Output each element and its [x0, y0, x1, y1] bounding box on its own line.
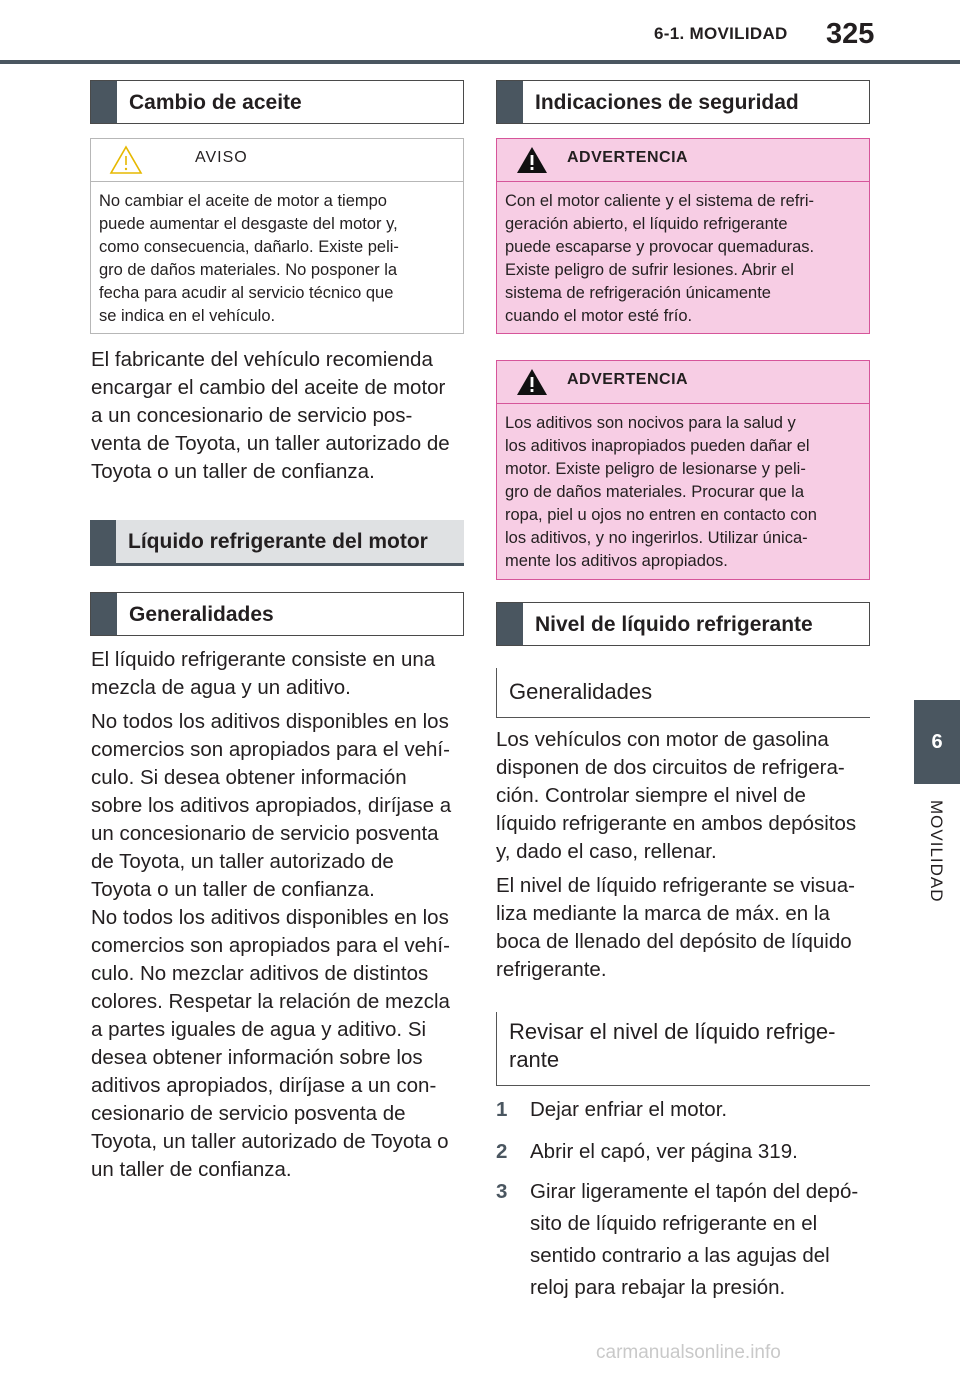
warning-body: [497, 404, 869, 573]
heading-bar: [497, 603, 523, 645]
text-line: reloj para rebajar la presión.: [530, 1276, 786, 1299]
text-line: El nivel de líquido refrigerante se visua-: [496, 874, 855, 897]
text-line: Toyota o un taller de confianza.: [91, 878, 375, 901]
chapter-number: 6: [931, 730, 943, 753]
text-line: puede escaparse y provocar quemaduras.: [505, 238, 815, 256]
text-line: comercios son apropiados para el vehí-: [91, 738, 450, 761]
notice-label: AVISO: [195, 149, 248, 166]
text-line: Con el motor caliente y el sistema de refri-: [505, 192, 815, 210]
text-line: cesionario de servicio posventa de: [91, 1102, 406, 1125]
section-title: 6-1. MOVILIDAD: [654, 24, 788, 43]
text-line: colores. Respetar la relación de mezcla: [91, 990, 450, 1013]
oil-paragraph: [91, 346, 471, 486]
text-line: se indica en el vehículo.: [99, 307, 276, 325]
text-line: mente los aditivos apropiados.: [505, 552, 728, 570]
text-line: sentido contrario a las agujas del: [530, 1244, 830, 1267]
text-line: sistema de refrigeración únicamente: [505, 284, 771, 302]
subheading-generalities: [496, 668, 870, 718]
heading-text: Indicaciones de seguridad: [535, 91, 799, 114]
step-number: 3: [496, 1180, 508, 1203]
text-line: geración abierto, el líquido refrigerante: [505, 215, 788, 233]
paragraph: [496, 872, 876, 984]
watermark: carmanualsonline.info: [596, 1342, 781, 1363]
text-line: como consecuencia, dañarlo. Existe peli-: [99, 238, 399, 256]
text-line: ción. Controlar siempre el nivel de: [496, 784, 806, 807]
text-line: Existe peligro de sufrir lesiones. Abrir el: [505, 261, 794, 279]
text-line: Los vehículos con motor de gasolina: [496, 728, 829, 751]
step-text: [530, 1136, 876, 1168]
text-line: boca de llenado del depósito de líquido: [496, 930, 852, 953]
coolant-body: [91, 646, 471, 1184]
text-line: No todos los aditivos disponibles en los: [91, 710, 449, 733]
warning-label: ADVERTENCIA: [567, 149, 689, 166]
text-line: y, dado el caso, rellenar.: [496, 840, 717, 863]
heading-bar: [91, 81, 117, 123]
heading-safety: [496, 80, 870, 124]
subheading-text: [509, 1018, 836, 1074]
warning-label: ADVERTENCIA: [567, 371, 689, 388]
text-line: Abrir el capó, ver página 319.: [530, 1140, 798, 1163]
text-line: líquido refrigerante en ambos depósitos: [496, 812, 857, 835]
text-line: encargar el cambio del aceite de motor: [91, 376, 446, 399]
text-line: Toyota o un taller de confianza.: [91, 460, 375, 483]
text-line: El líquido refrigerante consiste en una: [91, 648, 436, 671]
warning-body: [497, 182, 869, 328]
text-line: liza mediante la marca de máx. en la: [496, 902, 830, 925]
text-line: venta de Toyota, un taller autorizado de: [91, 432, 450, 455]
text-line: gro de daños materiales. No posponer la: [99, 261, 398, 279]
text-line: culo. Si desea obtener información: [91, 766, 407, 789]
text-line: un concesionario de servicio posventa: [91, 822, 439, 845]
warning-triangle-icon: [515, 367, 549, 397]
text-line: los aditivos, y no ingerirlos. Utilizar única-: [505, 529, 808, 547]
heading-text: Nivel de líquido refrigerante: [535, 613, 813, 636]
text-line: Los aditivos son nocivos para la salud y: [505, 414, 796, 432]
text-line: El fabricante del vehículo recomienda: [91, 348, 433, 371]
level-body: [496, 726, 876, 984]
heading-coolant-level: [496, 602, 870, 646]
text-line: No cambiar el aceite de motor a tiempo: [99, 192, 387, 210]
text-line: ropa, piel u ojos no entren en contacto con: [505, 506, 817, 524]
text-line: cuando el motor esté frío.: [505, 307, 693, 325]
text-line: refrigerante.: [496, 958, 607, 981]
text-line: Dejar enfriar el motor.: [530, 1098, 728, 1121]
subheading-check-level: [496, 1012, 870, 1086]
paragraph: [496, 726, 876, 866]
chapter-label-text: MOVILIDAD: [927, 800, 946, 903]
text-line: Toyota, un taller autorizado de Toyota o: [91, 1130, 449, 1153]
step-text: [530, 1176, 876, 1304]
text-line: disponen de dos circuitos de refrigera-: [496, 756, 845, 779]
text-line: motor. Existe peligro de lesionarse y peli-: [505, 460, 806, 478]
heading-bar: [90, 520, 116, 563]
text-line: sobre los aditivos apropiados, diríjase a: [91, 794, 452, 817]
paragraph: [91, 646, 471, 702]
notice-body: [91, 182, 463, 328]
text-line: a partes iguales de agua y aditivo. Si: [91, 1018, 427, 1041]
warning-header: [497, 361, 869, 404]
step-text: [530, 1094, 876, 1126]
text-line: un taller de confianza.: [91, 1158, 292, 1181]
text-line: desea obtener información sobre los: [91, 1046, 423, 1069]
subheading-text: Generalidades: [509, 679, 653, 704]
heading-engine-coolant: [90, 520, 464, 566]
heading-text: Generalidades: [129, 603, 274, 626]
heading-oil-change: [90, 80, 464, 124]
text-line: a un concesionario de servicio pos-: [91, 404, 413, 427]
notice-box: [90, 138, 464, 334]
chapter-label: [912, 800, 960, 920]
text-line: comercios son apropiados para el vehí-: [91, 934, 450, 957]
paragraph: [91, 708, 471, 1184]
heading-text: Líquido refrigerante del motor: [128, 530, 428, 553]
text-line: culo. No mezclar aditivos de distintos: [91, 962, 429, 985]
heading-text: Cambio de aceite: [129, 91, 302, 114]
step-number: 1: [496, 1098, 508, 1121]
heading-bar: [91, 593, 117, 635]
caution-triangle-icon: [109, 145, 143, 175]
text-line: gro de daños materiales. Procurar que la: [505, 483, 804, 501]
warning-box-2: [496, 360, 870, 580]
text-line: rante: [509, 1047, 560, 1072]
step-number: 2: [496, 1140, 508, 1163]
warning-triangle-icon: [515, 145, 549, 175]
header-rule: [0, 60, 960, 64]
text-line: No todos los aditivos disponibles en los: [91, 906, 449, 929]
text-line: aditivos apropiados, diríjase a un con-: [91, 1074, 437, 1097]
heading-bar: [497, 81, 523, 123]
text-line: de Toyota, un taller autorizado de: [91, 850, 394, 873]
text-line: fecha para acudir al servicio técnico que: [99, 284, 394, 302]
page-number: 325: [826, 18, 875, 50]
text-line: mezcla de agua y un aditivo.: [91, 676, 351, 699]
chapter-tab: [914, 700, 960, 784]
heading-generalities: [90, 592, 464, 636]
text-line: los aditivos inapropiados pueden dañar el: [505, 437, 810, 455]
warning-header: [497, 139, 869, 182]
notice-header: [91, 139, 463, 182]
warning-box-1: [496, 138, 870, 334]
text-line: sito de líquido refrigerante en el: [530, 1212, 818, 1235]
text-line: puede aumentar el desgaste del motor y,: [99, 215, 398, 233]
text-line: Revisar el nivel de líquido refrige-: [509, 1019, 836, 1044]
text-line: Girar ligeramente el tapón del depó-: [530, 1180, 859, 1203]
